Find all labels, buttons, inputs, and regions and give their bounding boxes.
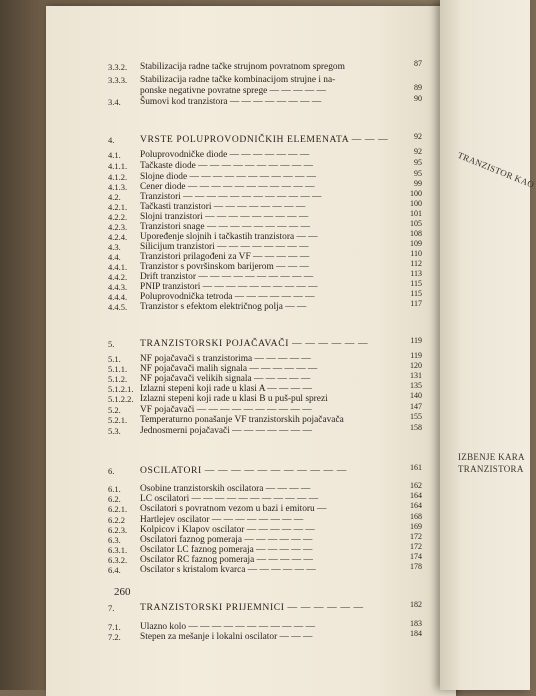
- toc-entry-page: 162: [410, 481, 422, 490]
- toc-entry-number: 5.: [108, 339, 115, 349]
- facing-page-heading: IZBENJE KARA: [458, 452, 525, 462]
- toc-entry-title: Tačkasti tranzistori — — — — — — — —: [140, 202, 306, 212]
- toc-entry-number: 7.2.: [108, 632, 121, 642]
- toc-chapter-title: TRANZISTORSKI PRIJEMNICI — — — — — —: [140, 602, 364, 613]
- toc-entry-page: 178: [410, 562, 422, 571]
- toc-entry-page: 117: [410, 299, 422, 308]
- toc-entry-title: NF pojačavači velikih signala — — — — —: [140, 374, 311, 384]
- toc-entry-title: Oscilatori s povratnom vezom u bazi i emitoru —: [140, 504, 327, 514]
- toc-entry-page: 172: [410, 542, 422, 551]
- toc-entry-title: Tranzistori — — — — — — — — — — — —: [140, 192, 322, 202]
- toc-entry-number: 6.3.2.: [108, 555, 128, 565]
- toc-entry-page: 131: [410, 371, 422, 380]
- toc-entry-number: 4.2.3.: [108, 222, 128, 232]
- toc-entry-title: LC oscilatori — — — — — — — — — — —: [140, 494, 319, 504]
- facing-page-heading: TRANZISTOR KAO: [456, 150, 536, 190]
- toc-entry-page: 92: [414, 147, 422, 156]
- toc-entry-page: 105: [410, 219, 422, 228]
- toc-entry-number: 5.1.: [108, 354, 121, 364]
- toc-entry-page: 109: [410, 239, 422, 248]
- toc-entry-page: 100: [410, 189, 422, 198]
- toc-entry-page: 158: [410, 423, 422, 432]
- toc-entry-title: Tranzistori prilagođeni za VF — — — — —: [140, 252, 310, 262]
- toc-entry-title: NF pojačavači s tranzistorima — — — — —: [140, 354, 311, 364]
- toc-entry-number: 6.3.: [108, 535, 121, 545]
- toc-entry-number: 4.4.: [108, 252, 121, 262]
- toc-entry-page: 99: [414, 179, 422, 188]
- toc-entry-page: 110: [410, 249, 422, 258]
- toc-entry-page: 115: [410, 289, 422, 298]
- toc-entry-title: Stabilizacija radne tačke kombinacijom strujne i na-: [140, 75, 336, 85]
- toc-entry-number: 6.: [108, 466, 115, 476]
- toc-entry-number: 6.3.1.: [108, 545, 128, 555]
- toc-entry-number: 4.1.3.: [108, 182, 128, 192]
- toc-entry-title: Cener diode — — — — — — — — — — —: [140, 182, 315, 192]
- toc-entry-number: 4.2.2.: [108, 212, 128, 222]
- toc-entry-title: Tranzistor s površinskom barijerom — — —: [140, 262, 309, 272]
- toc-entry-title: Hartlejev oscilator — — — — — — — —: [140, 515, 304, 525]
- toc-entry-number: 6.2.3.: [108, 525, 128, 535]
- toc-entry-number: 4.2.4.: [108, 232, 128, 242]
- toc-entry-page: 161: [410, 463, 422, 472]
- toc-entry-title: Stabilizacija radne tačke strujnom povratnom spregom: [140, 62, 345, 72]
- toc-entry-page: 184: [410, 629, 422, 638]
- toc-entry-title: Jednosmerni pojačavači — — — — — — —: [140, 426, 312, 436]
- toc-entry-title: Šumovi kod tranzistora — — — — — — — —: [140, 97, 322, 107]
- toc-entry-title: Temperaturno ponašanje VF tranzistorskih pojačavača: [140, 415, 344, 425]
- toc-entry-title: Drift tranzistor — — — — — — — — — —: [140, 272, 314, 282]
- toc-entry-page: 108: [410, 229, 422, 238]
- toc-entry-page: 100: [410, 199, 422, 208]
- toc-entry-page: 92: [414, 132, 422, 141]
- toc-entry-number: 3.3.3.: [108, 75, 128, 85]
- toc-entry-number: 4.2.1.: [108, 202, 128, 212]
- toc-entry-page: 101: [410, 209, 422, 218]
- toc-entry-page: 172: [410, 532, 422, 541]
- toc-entry-number: 4.4.1.: [108, 262, 128, 272]
- toc-entry-number: 6.2.2: [108, 515, 125, 525]
- toc-entry-page: 119: [410, 351, 422, 360]
- toc-entry-number: 6.2.1.: [108, 504, 128, 514]
- toc-entry-number: 6.2.: [108, 494, 121, 504]
- toc-entry-title: ponske negativne povratne sprege — — — — —: [140, 86, 326, 96]
- toc-entry-page: 183: [410, 619, 422, 628]
- toc-entry-page: 119: [410, 336, 422, 345]
- toc-entry-number: 3.3.2.: [108, 62, 128, 72]
- toc-entry-number: 4.3.: [108, 242, 121, 252]
- toc-entry-number: 4.4.4.: [108, 292, 128, 302]
- toc-entry-title: Ulazno kolo — — — — — — — — — — —: [140, 622, 315, 632]
- toc-entry-page: 113: [410, 269, 422, 278]
- toc-entry-title: PNIP tranzistori — — — — — — — — — —: [140, 282, 318, 292]
- toc-entry-page: 140: [410, 391, 422, 400]
- toc-entry-number: 4.4.2.: [108, 272, 128, 282]
- toc-entry-title: Oscilator s kristalom kvarca — — — — — —: [140, 565, 316, 575]
- toc-entry-number: 5.1.1.: [108, 364, 128, 374]
- toc-entry-title: Upoređenje slojnih i tačkastih tranzistora — —: [140, 232, 318, 242]
- toc-entry-number: 5.3.: [108, 426, 121, 436]
- toc-entry-page: 169: [410, 522, 422, 531]
- toc-entry-page: 182: [410, 600, 422, 609]
- toc-entry-title: Oscilator LC faznog pomeraja — — — — —: [140, 545, 313, 555]
- toc-entry-title: Poluprovodnička tetroda — — — — — — —: [140, 292, 315, 302]
- toc-entry-title: Izlazni stepeni koji rade u klasi B u puš-pul sprezi: [140, 394, 328, 404]
- toc-entry-title: NF pojačavači malih signala — — — — — —: [140, 364, 318, 374]
- toc-entry-number: 4.: [108, 135, 115, 145]
- toc-entry-page: 164: [410, 501, 422, 510]
- toc-entry-number: 4.1.1.: [108, 161, 128, 171]
- toc-entry-page: 112: [410, 259, 422, 268]
- toc-entry-title: Slojni tranzistori — — — — — — — — —: [140, 212, 309, 222]
- toc-entry-title: Stepen za mešanje i lokalni oscilator — — —: [140, 632, 313, 642]
- toc-entry-page: 95: [414, 158, 422, 167]
- toc-entry-page: 89: [414, 83, 422, 92]
- toc-entry-number: 5.2.1.: [108, 415, 128, 425]
- toc-entry-page: 147: [410, 402, 422, 411]
- toc-entry-number: 6.4.: [108, 565, 121, 575]
- toc-entry-number: 5.1.2.: [108, 374, 128, 384]
- toc-entry-number: 4.1.2.: [108, 172, 128, 182]
- toc-entry-number: 4.4.3.: [108, 282, 128, 292]
- toc-entry-number: 5.1.2.1.: [108, 384, 134, 394]
- toc-entry-title: Tranzistori snage — — — — — — — — —: [140, 222, 310, 232]
- toc-entry-title: VF pojačavači — — — — — — — — — —: [140, 405, 312, 415]
- toc-entry-title: Tačkaste diode — — — — — — — — — —: [140, 161, 314, 171]
- toc-entry-number: 7.1.: [108, 622, 121, 632]
- toc-chapter-title: VRSTE POLUPROVODNIČKIH ELEMENATA — — —: [140, 134, 389, 145]
- toc-entry-page: 90: [414, 94, 422, 103]
- toc-entry-title: Slojne diode — — — — — — — — — — —: [140, 172, 317, 182]
- toc-entry-page: 115: [410, 279, 422, 288]
- toc-chapter-title: OSCILATORI — — — — — — — — — — —: [140, 465, 347, 476]
- toc-entry-number: 4.4.5.: [108, 302, 128, 312]
- toc-entry-page: 120: [410, 361, 422, 370]
- toc-entry-number: 6.1.: [108, 484, 121, 494]
- facing-page-heading: TRANZISTORA: [458, 464, 524, 474]
- toc-entry-page: 164: [410, 491, 422, 500]
- toc-entry-number: 3.4.: [108, 97, 121, 107]
- toc-entry-title: Oscilator RC faznog pomeraja — — — — —: [140, 555, 313, 565]
- toc-entry-number: 7.: [108, 603, 115, 613]
- toc-entry-page: 95: [414, 169, 422, 178]
- toc-entry-title: Tranzistor s efektom električnog polja — —: [140, 302, 307, 312]
- toc-entry-page: 168: [410, 512, 422, 521]
- toc-entry-title: Oscilatori faznog pomeraja — — — — — —: [140, 535, 313, 545]
- toc-entry-number: 4.1.: [108, 150, 121, 160]
- toc-entry-title: Osobine tranzistorskih oscilatora — — — —: [140, 484, 311, 494]
- toc-entry-page: 155: [410, 412, 422, 421]
- toc-entry-number: 5.2.: [108, 405, 121, 415]
- toc-chapter-title: TRANZISTORSKI POJAČAVAČI — — — — — —: [140, 338, 369, 349]
- toc-entry-title: Kolpicov i Klapov oscilator — — — — — —: [140, 525, 315, 535]
- toc-entry-page: 87: [414, 59, 422, 68]
- toc-entry-title: Silicijum tranzistori — — — — — — — —: [140, 242, 309, 252]
- toc-entry-page: 135: [410, 381, 422, 390]
- toc-entry-page: 174: [410, 552, 422, 561]
- toc-entry-number: 5.1.2.2.: [108, 394, 134, 404]
- toc-entry-title: Izlazni stepeni koji rade u klasi A — — — —: [140, 384, 312, 394]
- toc-entry-number: 4.2.: [108, 192, 121, 202]
- page-number: 260: [114, 586, 131, 598]
- toc-entry-title: Poluprovodničke diode — — — — — — —: [140, 150, 310, 160]
